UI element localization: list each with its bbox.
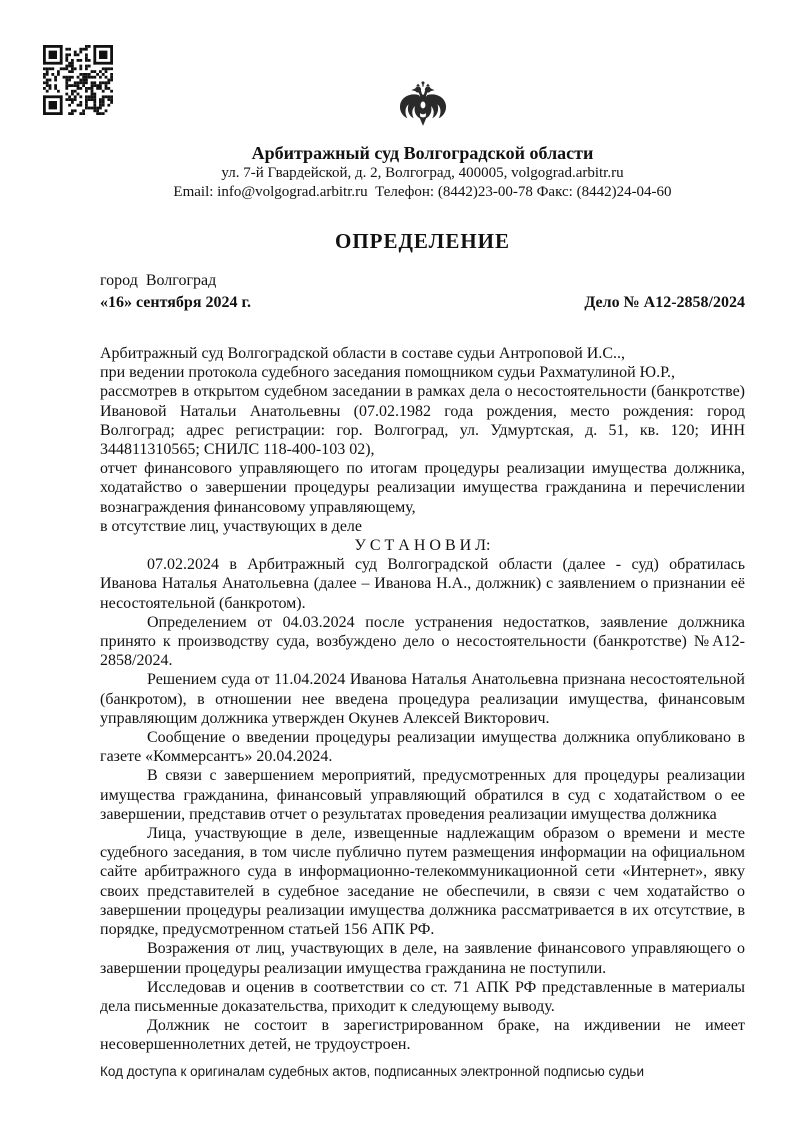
letterhead [100, 80, 745, 202]
paragraph: Исследовав и оценив в соответствии со ст. 71 АПК РФ представленные в материалы дела письменные доказательства, приходит к следующему выводу. [100, 978, 745, 1015]
paragraph: Лица, участвующие в деле, извещенные надлежащим образом о времени и месте судебного заседания, в том числе публично путем размещения информации на официальном сайте арбитражного суда в информационно-телекоммуникационной сети «Интернет», явку своих представителей в судебное заседание не обеспечили, в связи с чем ходатайство о завершении процедуры реализации имущества должника рассматривается в их отсутствие, в порядке, предусмотренном статьей 156 АПК РФ. [100, 825, 745, 939]
paragraph: в отсутствие лиц, участвующих в деле [100, 517, 362, 535]
body-paragraphs [100, 555, 745, 1054]
paragraph: отчет финансового управляющего по итогам процедуры реализации имущества должника, ходатайство о завершении процедуры реализации имущества гражданина и перечислении вознаграждения финансовому управляющему, [100, 460, 745, 516]
paragraph: Сообщение о введении процедуры реализации имущества должника опубликовано в газете «Коммерсантъ» 20.04.2024. [100, 729, 745, 766]
eagle-right-half [422, 84, 446, 119]
paragraph: Арбитражный суд Волгоградской области в составе судьи Антроповой И.С.., [100, 345, 626, 362]
court-name: Арбитражный суд Волгоградской области [251, 143, 594, 163]
paragraph: рассмотрев в открытом судебном заседании в рамках дела о несостоятельности (банкротстве) Ивановой Натальи Анатольевны (07.02.1982 года рождения, место рождения: город Волгоград; адрес регистрации: гор. Волгоград, ул. Удмуртская, д. 51, кв. 120; ИНН 344811310565; СНИЛС 118-400-103 02), [100, 383, 745, 459]
paragraph: Решением суда от 11.04.2024 Иванова Наталья Анатольевна признана несостоятельной (банкротом), в отношении нее введена процедура реализации имущества, финансовым управляющим должника утвержден Окунев Алексей Викторович. [100, 671, 745, 727]
russia-coat-of-arms-eagle-icon [393, 80, 453, 138]
court-address: ул. 7-й Гвардейской, д. 2, Волгоград, 400005, volgograd.arbitr.ru [221, 165, 624, 181]
paragraph: 07.02.2024 в Арбитражный суд Волгоградской области (далее - суд) обратилась Иванова Наталья Анатольевна (далее – Иванова Н.А., должник) с заявлением о признании её несостоятельной (банкротом). [100, 556, 745, 612]
resolution-heading: У С Т А Н О В И Л: [354, 537, 491, 555]
document-content [100, 0, 745, 1080]
case-number: Дело № А12-2858/2024 [584, 294, 745, 311]
document-title: ОПРЕДЕЛЕНИЕ [334, 229, 510, 253]
paragraph: Определением от 04.03.2024 после устранения недостатков, заявление должника принято к производству суда, возбуждено дело о несостоятельности (банкротстве) №А12-2858/2024. [100, 613, 745, 670]
paragraph: Должник не состоит в зарегистрированном браке, на иждивении не имеет несовершеннолетних детей, не трудоустроен. [100, 1017, 745, 1054]
paragraph: Возражения от лиц, участвующих в деле, на заявление финансового управляющего о завершении процедуры реализации имущества гражданина не поступили. [100, 940, 745, 977]
date-case-row [100, 293, 745, 313]
court-contacts: Email: info@volgograd.arbitr.ru Телефон: (8442)23-00-78 Факс: (8442)24-04-60 [173, 184, 672, 200]
eagle-left-half [399, 84, 423, 119]
document-body [100, 344, 745, 1080]
footer-access-code-note: Код доступа к оригиналам судебных актов, подписанных электронной подписью судьи [100, 1063, 644, 1079]
ruling-date: «16» сентября 2024 г. [100, 294, 251, 311]
paragraph: при ведении протокола судебного заседания помощником судьи Рахматулиной Ю.Р., [100, 364, 675, 382]
paragraph: В связи с завершением мероприятий, предусмотренных для процедуры реализации имущества гражданина, финансовый управляющий обратился в суд с ходатайством о ее завершении, представив отчет о результатах проведения реализации имущества должника [100, 767, 745, 823]
city-line: город Волгоград [100, 272, 217, 289]
preamble-paragraphs [100, 344, 745, 536]
